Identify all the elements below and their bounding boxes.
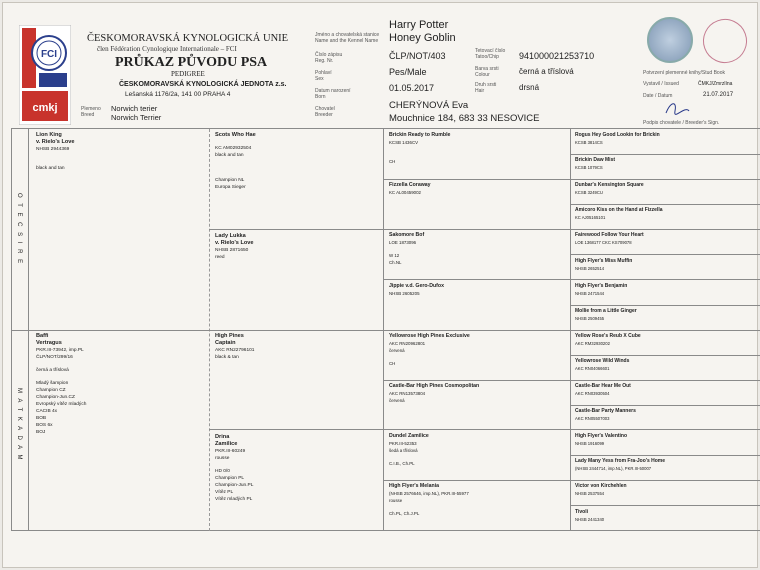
ancestor-name-line2: v. Rielo's Love (215, 239, 254, 246)
ancestor-name: Yellowrose High Pines Exclusive (389, 332, 470, 339)
ancestor-detail: NHSB 1916099 (575, 441, 605, 447)
ancestor-name: Tivoli (575, 508, 588, 515)
ancestor-name: Castle-Bar Hear Me Out (575, 383, 631, 389)
ancestor-name: High Flyer's Miss Muffin (575, 257, 633, 264)
fci-logo (19, 25, 71, 125)
ancestor-detail: NHSB 2471544 (575, 290, 605, 296)
gen4-cell (575, 483, 760, 497)
sex-value: Pes/Male (389, 67, 427, 77)
doc-title-sub: PEDIGREE (171, 70, 205, 78)
ancestor-detail: černá a tříslová (36, 368, 69, 373)
gen3-cell (389, 333, 567, 367)
gen2-cell (215, 434, 380, 503)
org-sub: člen Fédération Cynologique Internationale – FCI (97, 45, 237, 53)
gen4-cell (575, 132, 760, 146)
gen4-cell (575, 383, 760, 397)
label-reg: Číslo zápisu Reg. Nr. (315, 52, 343, 64)
hair-value: drsná (519, 83, 540, 92)
ancestor-name: Brickin Daw Mist (575, 157, 616, 164)
breed-en: Norwich Terrier (111, 113, 162, 122)
dob-value: 01.05.2017 (389, 83, 435, 93)
ancestor-detail: AKC RM32930202 (575, 340, 610, 346)
ancestor-detail: AKC RN04066601 (575, 365, 610, 371)
gen3-cell (389, 433, 567, 467)
label-name: Jméno a chovatelská stanice Name and the Kennel Name (315, 32, 380, 44)
ancestor-detail: black and tan (215, 153, 244, 158)
ancestor-detail: NHSB 2509455 (575, 315, 605, 321)
breed-label: Plemeno Breed (81, 106, 101, 118)
issued-by: ČMKJ/Zmrzlína (698, 81, 733, 87)
issuer: ČESKOMORAVSKÁ KYNOLOGICKÁ JEDNOTA z.s. (119, 81, 287, 88)
ancestor-name: Sakomore Bof (389, 232, 425, 239)
ancestor-detail: Vítěz mladých PL (215, 496, 253, 502)
gen3-cell (389, 483, 567, 517)
ancestor-name: Lady Many Yess from Fra-Joo's Home (575, 458, 666, 465)
gen1-cell (36, 333, 201, 436)
ancestor-detail: KCSB 1079CS (575, 165, 603, 171)
official-stamp (697, 13, 753, 69)
ancestor-detail: Ch.NL (389, 260, 402, 266)
ancestor-detail: Champion NL (215, 178, 245, 183)
ancestor-detail: BOJ (36, 430, 46, 435)
ancestor-name: High Flyer's Valentino (575, 433, 628, 440)
gen4-cell (575, 283, 760, 297)
gen4-cell (575, 458, 760, 472)
ancestor-detail: šedá a tříslová (389, 448, 418, 454)
gen1-cell (36, 132, 201, 172)
issue-date: 21.07.2017 (703, 92, 734, 98)
ancestor-name: Drina (215, 433, 230, 440)
issuer-address: Lešanská 1176/2a, 141 00 PRAHA 4 (125, 91, 231, 98)
ancestor-detail: KCSB 1436CV (389, 140, 419, 145)
ancestor-name: High Flyer's Melania (389, 483, 439, 490)
gen4-cell (575, 433, 760, 447)
dam-side-label: M A T K A D A M (16, 388, 22, 462)
ancestor-name: Mollie from a Little Ginger (575, 307, 637, 314)
ancestor-detail: AKC RN05507003 (575, 416, 610, 422)
breed-cz: Norwich terier (111, 104, 158, 113)
gen2-cell (215, 333, 380, 361)
ancestor-detail: NHSB 2441340 (575, 516, 605, 522)
ancestor-name: Jippie v.d. Gero-Dufox (389, 282, 444, 289)
ancestor-detail: CH (389, 360, 396, 366)
ancestor-detail: Europa Sieger (215, 185, 246, 190)
ancestor-detail: Champion-Jun.CZ (36, 395, 75, 400)
ancestor-detail: červená (389, 347, 405, 353)
gen4-cell (575, 408, 760, 422)
label-breeder: Chovatel Breeder (315, 106, 335, 118)
ancestor-detail: Vítěz PL (215, 489, 234, 495)
dog-name-line2: Honey Goblin (389, 32, 456, 44)
hologram-seal (647, 17, 693, 63)
label-chip: Tetovací číslo Tatoo/Chip (475, 48, 506, 60)
ancestor-detail: PKR.III-73942, imp.PL (36, 348, 84, 353)
ancestor-detail: rousse (215, 455, 230, 461)
colour-value: černá a tříslová (519, 67, 574, 76)
ancestor-name: Yellowrose Wild Winds (575, 357, 630, 364)
ancestor-detail: KC AL00459002 (389, 190, 421, 196)
ancestor-detail: black & tan (215, 355, 239, 360)
label-hair: Druh srsti Hair (475, 82, 497, 94)
ancestor-detail: rousse (389, 498, 403, 504)
gen3-cell (389, 182, 567, 196)
ancestor-detail: CACIB 4x (36, 409, 58, 414)
ancestor-detail: Champion-Jun.PL (215, 482, 254, 488)
ancestor-detail: Mladý šampion (36, 381, 69, 386)
ancestor-detail: ČLP/NOT/299/16 (36, 355, 73, 360)
ancestor-detail: NHSB 2871650 (215, 247, 249, 253)
ancestor-detail: NHSB 2652514 (575, 265, 605, 271)
chip-value: 941000021253710 (519, 51, 595, 61)
dog-name-line1: Harry Potter (389, 19, 449, 31)
ancestor-detail: Champion CZ (36, 388, 66, 393)
gen4-cell (575, 258, 760, 272)
label-breeder-sign: Podpis chovatele / Breeder's Sign. (643, 120, 720, 126)
gen3-cell (389, 283, 567, 297)
label-dob: Datum narození Born (315, 88, 351, 100)
label-sex: Pohlaví Sex (315, 70, 332, 82)
ancestor-name: Castle-Bar Party Manners (575, 408, 636, 415)
ancestor-detail: NHSB 2605205 (389, 290, 420, 296)
ancestor-name-line2: Captain (215, 340, 236, 346)
gen4-cell (575, 509, 760, 523)
ancestor-detail: AKC RN20962801 (389, 340, 426, 346)
ancestor-detail: červená (389, 398, 405, 403)
gen2-cell (215, 233, 380, 261)
ancestor-detail: NHSB 2944369 (36, 147, 70, 152)
label-stud-book: Potvrzení plemenné knihy/Stud Book (643, 70, 725, 76)
label-date: Date / Datum (643, 93, 673, 99)
ancestor-detail: KC AJ05165101 (575, 215, 606, 221)
ancestor-name: Yellow Rose's Reub X Cube (575, 332, 641, 339)
ancestor-name: Dundel Zamilice (389, 433, 429, 440)
ancestor-name: Fizzella Coraway (389, 182, 431, 189)
ancestor-detail: PKR.III-60249 (215, 448, 246, 454)
org-name: ČESKOMORAVSKÁ KYNOLOGICKÁ UNIE (87, 33, 289, 44)
ancestor-detail: KCSB 3249CU (575, 190, 603, 196)
ancestor-detail: KCSB 3814CS (575, 140, 603, 145)
ancestor-detail: PKR.III-52353 (389, 441, 417, 447)
ancestor-name: Scots Who Hae (215, 132, 256, 138)
ancestor-name: High Pines (215, 333, 244, 339)
ancestor-name: Amicoro Kiss on the Hand at Fizzella (575, 207, 663, 214)
pedigree-document (2, 2, 758, 568)
ancestor-name: Victor von Kirchehlen (575, 483, 627, 490)
label-issued: Vystavil / Issued (643, 81, 679, 87)
ancestor-detail: (NHSB 2444714, imp.NL), PKR.III-50007 (575, 466, 652, 472)
ancestor-detail: LOE 1873096 (389, 240, 417, 246)
svg-text:FCI: FCI (40, 49, 58, 60)
breeder-name: CHERÝNOVÁ Eva (389, 100, 469, 111)
gen3-cell (389, 132, 567, 165)
ancestor-detail: BOS 6x (36, 423, 53, 428)
ancestor-detail: NHSB 2537554 (575, 491, 605, 497)
sire-side-label: O T E C S I R E (16, 193, 22, 266)
ancestor-name: Fairewood Follow Your Heart (575, 232, 644, 239)
gen2-cell (215, 132, 380, 191)
gen4-cell (575, 333, 760, 347)
ancestor-name-line2: v. Rielo's Love (36, 139, 75, 145)
ancestor-detail: Evropský vítěz mladých (36, 402, 87, 407)
ancestor-name: Brickin Ready to Rumble (389, 132, 451, 138)
ancestor-detail: Ch.PL, Ch.J.PL (389, 511, 420, 517)
ancestor-name-line2: Vertragus (36, 340, 62, 346)
gen3-cell (389, 383, 567, 404)
ancestor-name: Lady Lukka (215, 232, 246, 239)
ancestor-detail: C.I.B., Ch.PL (389, 461, 415, 467)
gen4-cell (575, 207, 760, 221)
ancestor-detail: BOB (36, 416, 47, 421)
ancestor-name: Lion King (36, 132, 62, 138)
gen4-cell (575, 308, 760, 322)
ancestor-detail: AKC RN03930504 (575, 391, 610, 396)
ancestor-name-line2: Zamilice (215, 440, 238, 447)
ancestor-detail: black and tan (36, 166, 65, 171)
doc-title: PRŮKAZ PŮVODU PSA (115, 55, 268, 70)
ancestor-detail: KC AM02932504 (215, 146, 252, 151)
ancestor-name: Dunbar's Kensington Square (575, 182, 644, 189)
ancestor-detail: AKC RN13573804 (389, 391, 426, 396)
signature (663, 99, 693, 119)
ancestor-name: Castle-Bar High Pines Cosmopolitan (389, 383, 480, 389)
ancestor-detail: AKC RN22796101 (215, 348, 255, 353)
label-colour: Barva srsti Colour (475, 66, 499, 78)
ancestor-name: Rogus Hey Good Lookin for Brickin (575, 132, 660, 138)
ancestor-detail: HD 0/0 (215, 468, 230, 474)
reg-number: ČLP/NOT/403 (389, 51, 446, 61)
ancestor-detail: W 12 (389, 253, 400, 259)
ancestor-detail: (NHSB 2576646, imp.NL), PKR.III-55977 (389, 491, 469, 497)
ancestor-detail: reed (215, 254, 225, 260)
gen4-cell (575, 157, 760, 171)
gen3-cell (389, 232, 567, 266)
gen4-cell (575, 182, 760, 196)
ancestor-name: High Flyer's Benjamin (575, 282, 628, 289)
ancestor-detail: LOE 1368177 CKC KS709078 (575, 240, 632, 246)
svg-text:cmkj: cmkj (32, 102, 58, 114)
gen4-cell (575, 232, 760, 246)
ancestor-name: Baffi (36, 333, 49, 339)
gen4-cell (575, 358, 760, 372)
ancestor-detail: CH (389, 159, 396, 164)
breeder-address: Mouchnice 184, 683 33 NESOVICE (389, 113, 540, 124)
ancestor-detail: Champion PL (215, 475, 245, 481)
